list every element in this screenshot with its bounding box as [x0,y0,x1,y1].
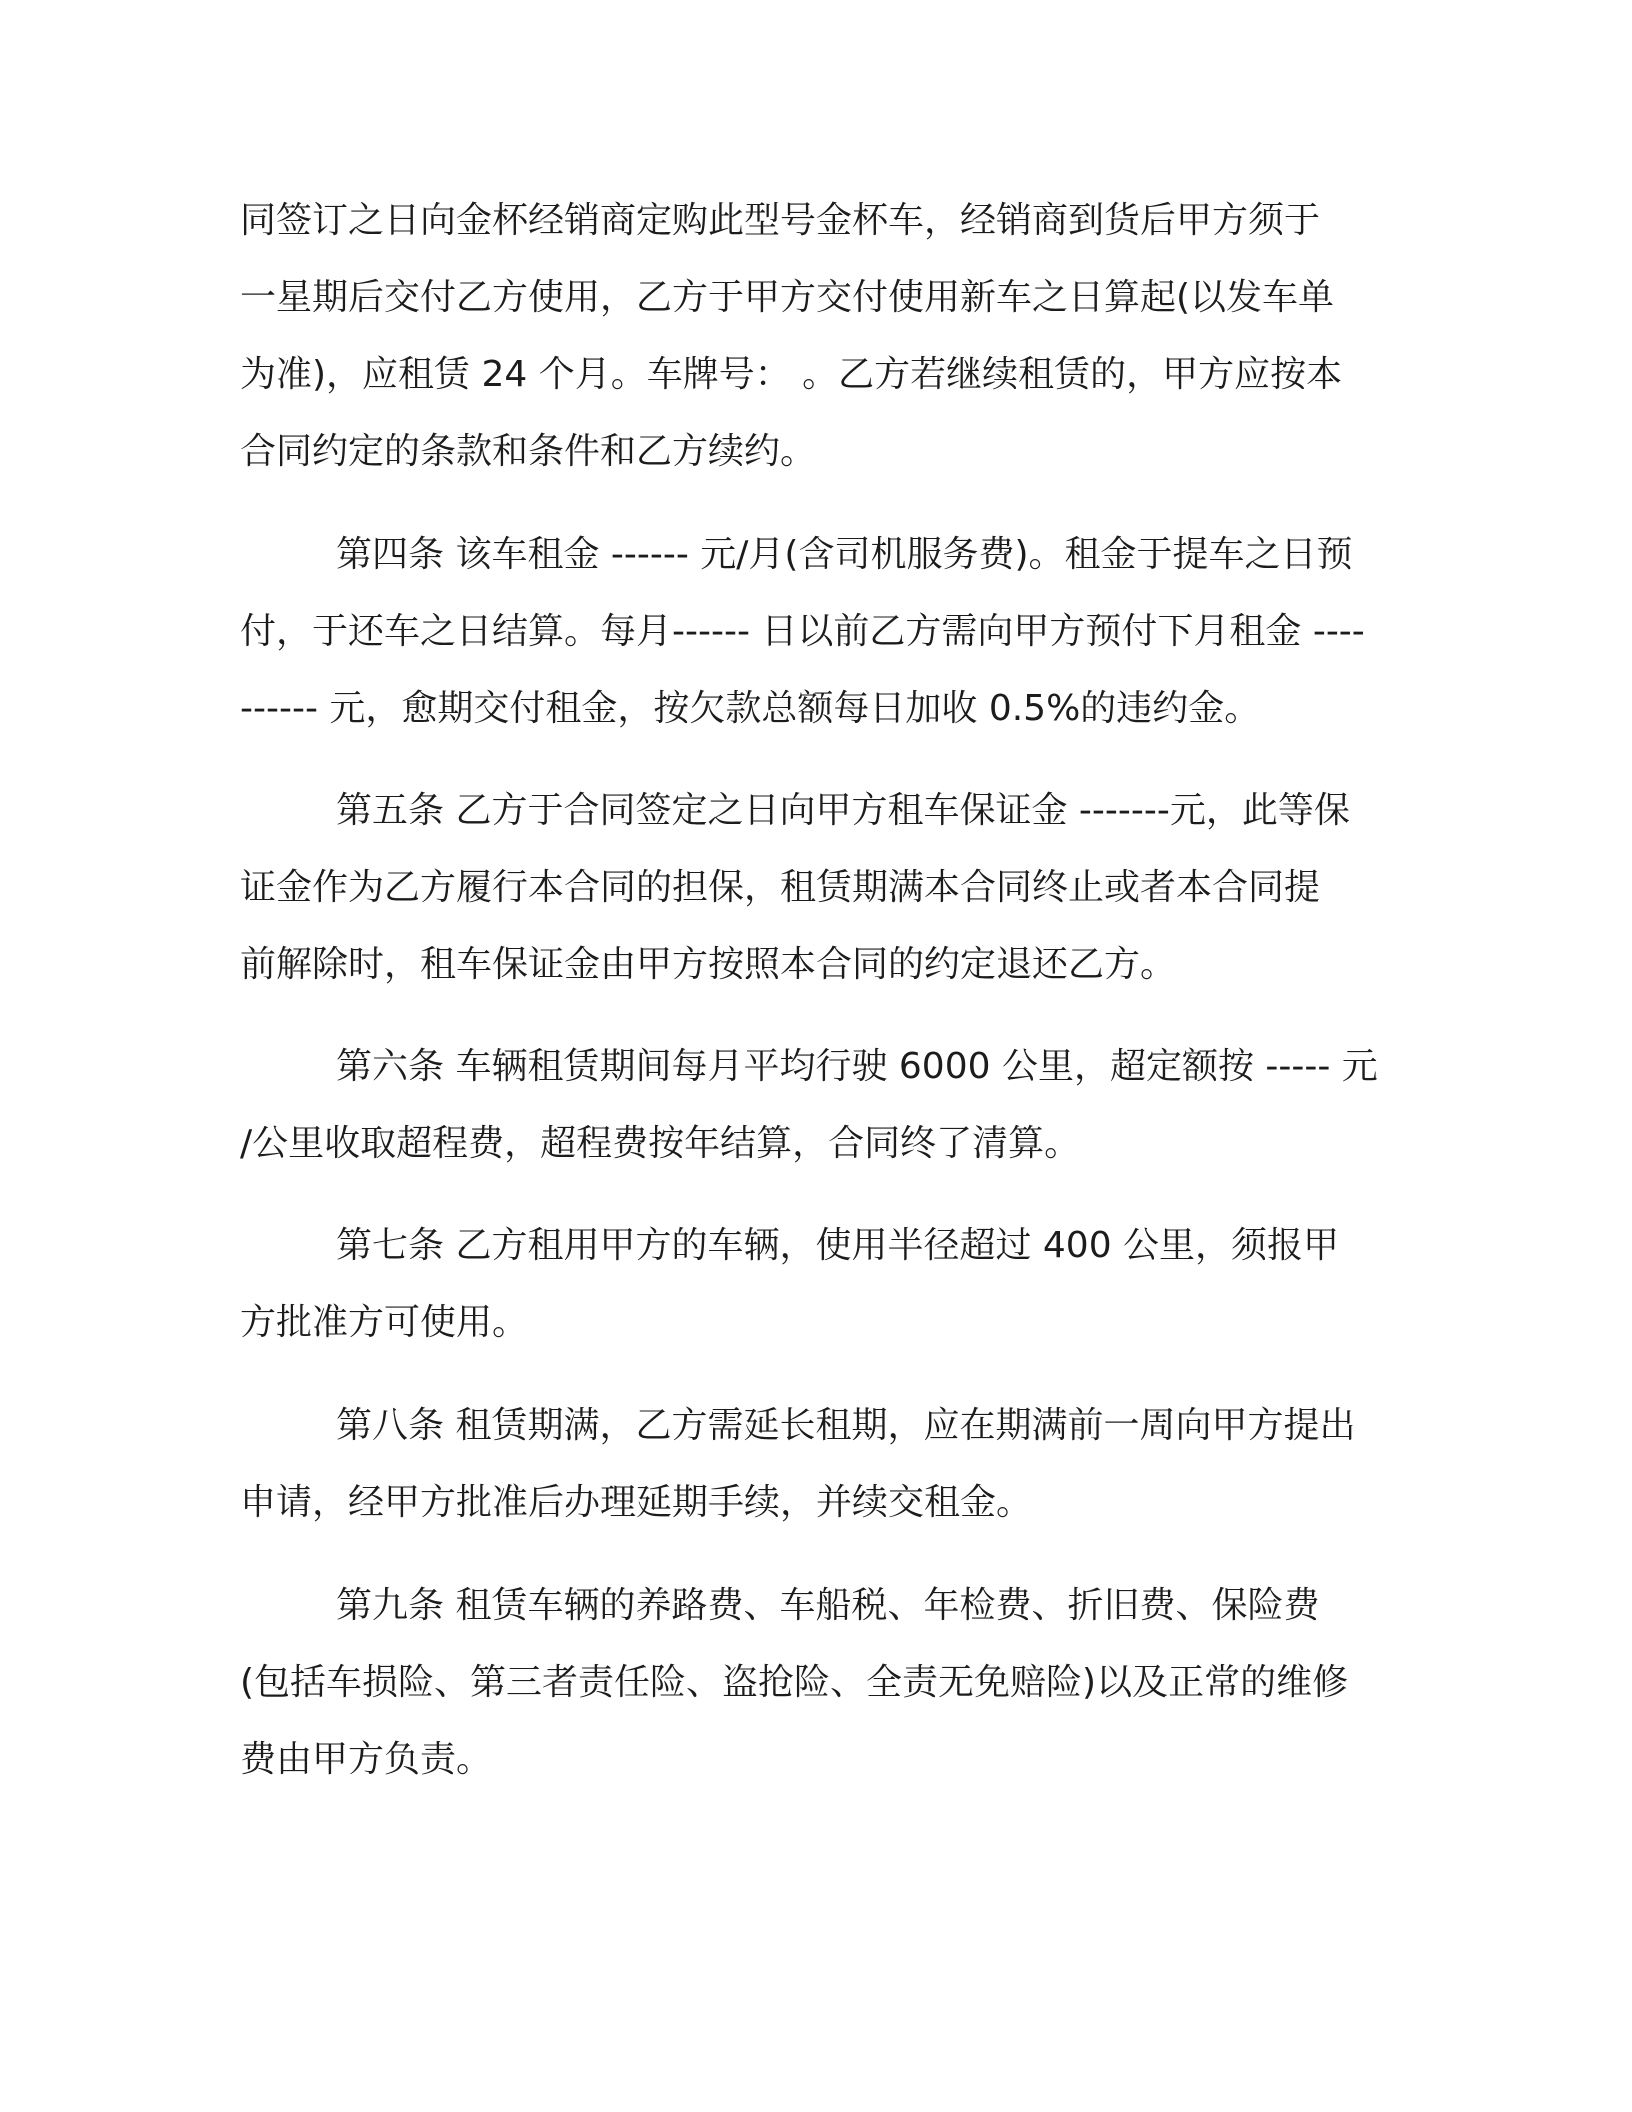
text-line: 方批准方可使用。 [240,1302,529,1343]
text-line: 第七条 乙方租用甲方的车辆，使用半径超过 400 公里，须报甲 [336,1225,1340,1266]
text-line: 第九条 租赁车辆的养路费、车船税、年检费、折旧费、保险费 [336,1585,1320,1626]
text-line: /公里收取超程费，超程费按年结算，合同终了清算。 [240,1123,1081,1164]
paragraph-continuation [240,182,1440,490]
text-line: 同签订之日向金杯经销商定购此型号金杯车，经销商到货后甲方须于 [240,200,1321,241]
text-line: 第四条 该车租金 ------ 元/月(含司机服务费)。租金于提车之日预 [336,534,1353,575]
text-line: 为准)，应租赁 24 个月。车牌号： 。乙方若继续租赁的，甲方应按本 [240,354,1343,395]
article-6 [240,1028,1440,1182]
text-line: 一星期后交付乙方使用，乙方于甲方交付使用新车之日算起(以发车单 [240,277,1335,318]
text-line: 第五条 乙方于合同签定之日向甲方租车保证金 -------元，此等保 [336,790,1350,831]
article-8 [240,1387,1440,1541]
article-4 [240,516,1440,747]
text-line: 申请，经甲方批准后办理延期手续，并续交租金。 [240,1482,1033,1523]
text-line: 第八条 租赁期满，乙方需延长租期，应在期满前一周向甲方提出 [336,1405,1356,1446]
text-line: 费由甲方负责。 [240,1739,493,1780]
text-line: (包括车损险、第三者责任险、盗抢险、全责无免赔险)以及正常的维修 [240,1662,1349,1703]
text-line: 证金作为乙方履行本合同的担保，租赁期满本合同终止或者本合同提 [240,867,1321,908]
text-line: 合同约定的条款和条件和乙方续约。 [240,431,817,472]
article-9 [240,1567,1440,1798]
text-line: 付，于还车之日结算。每月------ 日以前乙方需向甲方预付下月租金 ---- [240,611,1365,652]
article-5 [240,772,1440,1003]
article-7 [240,1207,1440,1361]
text-line: 第六条 车辆租赁期间每月平均行驶 6000 公里，超定额按 ----- 元 [336,1046,1378,1087]
text-line: ------ 元，愈期交付租金，按欠款总额每日加收 0.5%的违约金。 [240,688,1261,729]
text-line: 前解除时，租车保证金由甲方按照本合同的约定退还乙方。 [240,944,1177,985]
